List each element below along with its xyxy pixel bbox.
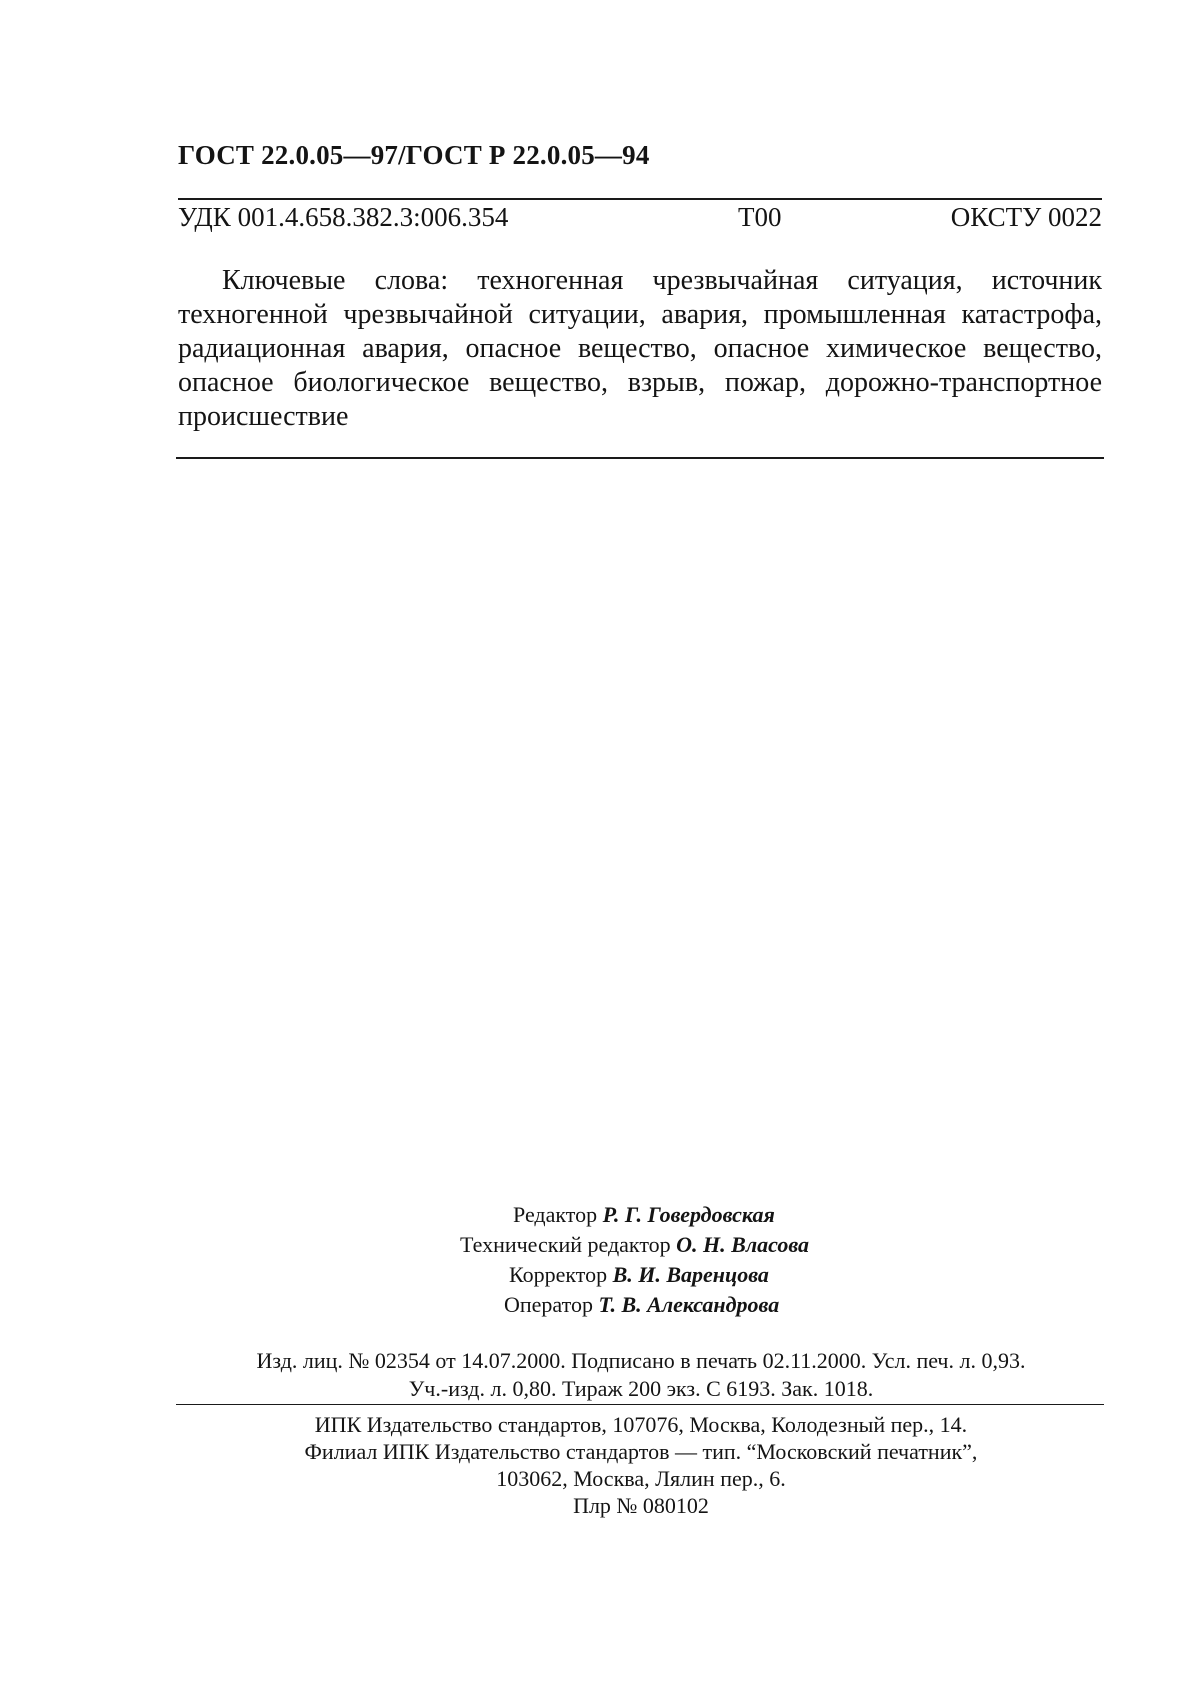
keywords-divider [176,457,1104,459]
publisher-line-1: ИПК Издательство стандартов, 107076, Москва, Колодезный пер., 14. [314,1412,968,1437]
publication-line-2: Уч.-изд. л. 0,80. Тираж 200 экз. С 6193. Зак. 1018. [408,1376,874,1401]
credit-role: Корректор [509,1262,608,1287]
credit-role: Редактор [513,1202,598,1227]
udk-code: УДК 001.4.658.382.3:006.354 [178,202,509,232]
credit-person: Р. Г. Говердовская [602,1202,775,1227]
credits-block [400,1200,940,1320]
credit-role: Технический редактор [460,1232,671,1257]
t-code: Т00 [738,202,782,232]
credit-person: Т. В. Александрова [598,1292,780,1317]
credit-role: Оператор [504,1292,593,1317]
publisher-line-2: Филиал ИПК Издательство стандартов — тип. “Московский печатник”, [304,1439,978,1464]
publisher-divider [176,1404,1104,1405]
publication-line-1: Изд. лиц. № 02354 от 14.07.2000. Подписано в печать 02.11.2000. Усл. печ. л. 0,93. [256,1348,1026,1373]
credit-person: О. Н. Власова [676,1232,810,1257]
publisher-info [176,1411,1106,1519]
credit-operator [400,1290,940,1320]
oksty-code: ОКСТУ 0022 [950,202,1102,232]
publisher-line-4: Плр № 080102 [573,1493,709,1518]
gost-title: ГОСТ 22.0.05—97/ГОСТ Р 22.0.05—94 [178,140,650,170]
credit-tech-editor [400,1230,940,1260]
publisher-line-3: 103062, Москва, Лялин пер., 6. [496,1466,786,1491]
publication-info [176,1347,1106,1403]
classification-row [178,198,1102,240]
credit-person: В. И. Варенцова [612,1262,769,1287]
credit-proofreader [400,1260,940,1290]
keywords-paragraph: Ключевые слова: техногенная чрезвычайная ситуация, источник техногенной чрезвычайной ситуации, авария, промышленная катастрофа, радиационная авария, опасное вещество, опасное химическое вещество, опасное биологическое вещество, взрыв, пожар, дорожно-транспортное происшествие [178,265,1102,432]
credit-editor [400,1200,940,1230]
